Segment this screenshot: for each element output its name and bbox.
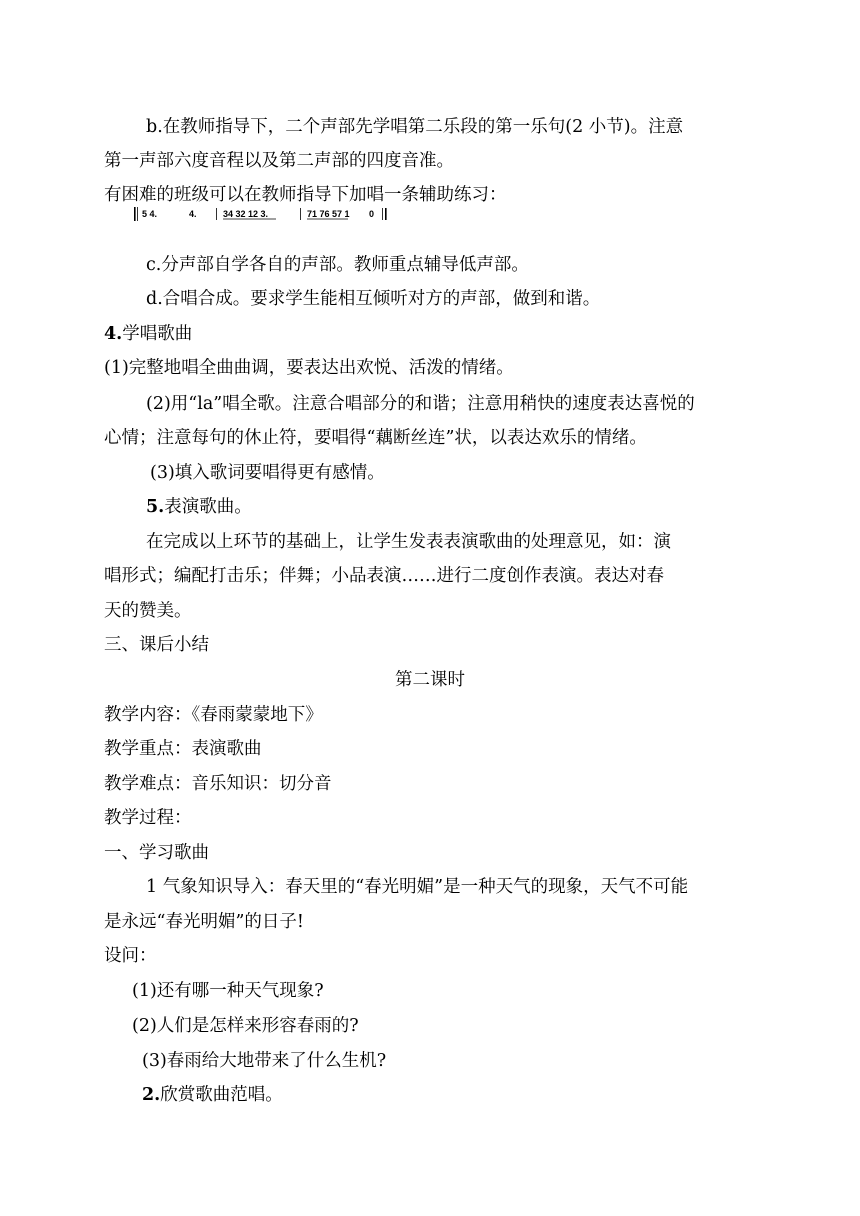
section-5-number: 5. bbox=[146, 497, 165, 517]
performance-line-2: 唱形式；编配打击乐；伴舞；小品表演……进行二度创作表演。表达对春 bbox=[104, 566, 664, 586]
question-label: 设问： bbox=[104, 946, 157, 966]
question-2: (2)人们是怎样来形容春雨的? bbox=[132, 1016, 359, 1036]
section-3-heading: 三、课后小结 bbox=[104, 635, 209, 655]
point-2-line-2: 心情；注意每句的休止符，要唱得“藕断丝连”状，以表达欢乐的情绪。 bbox=[104, 428, 647, 448]
step-b-line-1: b.在教师指导下，二个声部先学唱第二乐段的第一乐句(2 小节)。注意 bbox=[146, 117, 684, 137]
teaching-difficulty: 教学难点：音乐知识：切分音 bbox=[104, 774, 332, 794]
step-2-title: 欣赏歌曲范唱。 bbox=[160, 1085, 283, 1105]
step-b-line-2: 第一声部六度音程以及第二声部的四度音准。 bbox=[104, 151, 454, 171]
section-5-title: 表演歌曲。 bbox=[164, 497, 252, 517]
teaching-content: 教学内容：《春雨蒙蒙地下》 bbox=[104, 705, 323, 725]
question-1: (1)还有哪一种天气现象? bbox=[132, 981, 324, 1001]
notation-measure-1b: 4. bbox=[189, 209, 197, 219]
point-2-line-1: (2)用“la”唱全歌。注意合唱部分的和谐；注意用稍快的速度表达喜悦的 bbox=[146, 394, 695, 414]
section-4-title: 学唱歌曲 bbox=[122, 324, 193, 344]
performance-line-3: 天的赞美。 bbox=[104, 601, 192, 621]
section-4-heading bbox=[104, 322, 192, 346]
notation-end-barline-thin bbox=[382, 208, 383, 220]
notation-end-barline bbox=[385, 208, 387, 220]
step-d-line: d.合唱合成。要求学生能相互倾听对方的声部，做到和谐。 bbox=[146, 289, 601, 309]
notation-measure-3: 71 76 57 1 bbox=[307, 209, 350, 219]
notation-barline bbox=[216, 208, 217, 220]
section-5-heading bbox=[146, 495, 252, 519]
point-3-line: (3)填入歌词要唱得更有感情。 bbox=[150, 463, 385, 483]
step-c-line: c.分声部自学各自的声部。教师重点辅导低声部。 bbox=[146, 255, 529, 275]
notation-measure-4: 0 bbox=[369, 209, 375, 219]
question-3: (3)春雨给大地带来了什么生机? bbox=[142, 1051, 387, 1071]
notation-measure-2: 34 32 12 3. bbox=[223, 209, 269, 219]
performance-line-1: 在完成以上环节的基础上，让学生发表表演歌曲的处理意见，如：演 bbox=[146, 532, 671, 552]
section-1-heading: 一、学习歌曲 bbox=[104, 843, 209, 863]
section-4-number: 4. bbox=[104, 324, 123, 344]
step-2-number: 2. bbox=[142, 1085, 161, 1105]
notation-barline bbox=[300, 208, 301, 220]
weather-intro-line-2: 是永远“春光明媚”的日子! bbox=[104, 912, 304, 932]
auxiliary-exercise-line: 有困难的班级可以在教师指导下加唱一条辅助练习： bbox=[104, 185, 507, 205]
weather-intro-line-1: 1 气象知识导入：春天里的“春光明媚”是一种天气的现象，天气不可能 bbox=[146, 877, 689, 897]
step-2-heading bbox=[142, 1083, 283, 1107]
point-1-line: (1)完整地唱全曲曲调，要表达出欢悦、活泼的情绪。 bbox=[104, 358, 514, 378]
teaching-process: 教学过程： bbox=[104, 808, 192, 828]
notation-start-barline-thin bbox=[137, 207, 138, 221]
auxiliary-exercise-notation bbox=[134, 205, 394, 223]
lesson-2-title: 第二课时 bbox=[395, 670, 465, 690]
notation-start-barline bbox=[134, 207, 136, 221]
notation-measure-1: 5 4. bbox=[142, 209, 158, 219]
teaching-focus: 教学重点：表演歌曲 bbox=[104, 739, 262, 759]
